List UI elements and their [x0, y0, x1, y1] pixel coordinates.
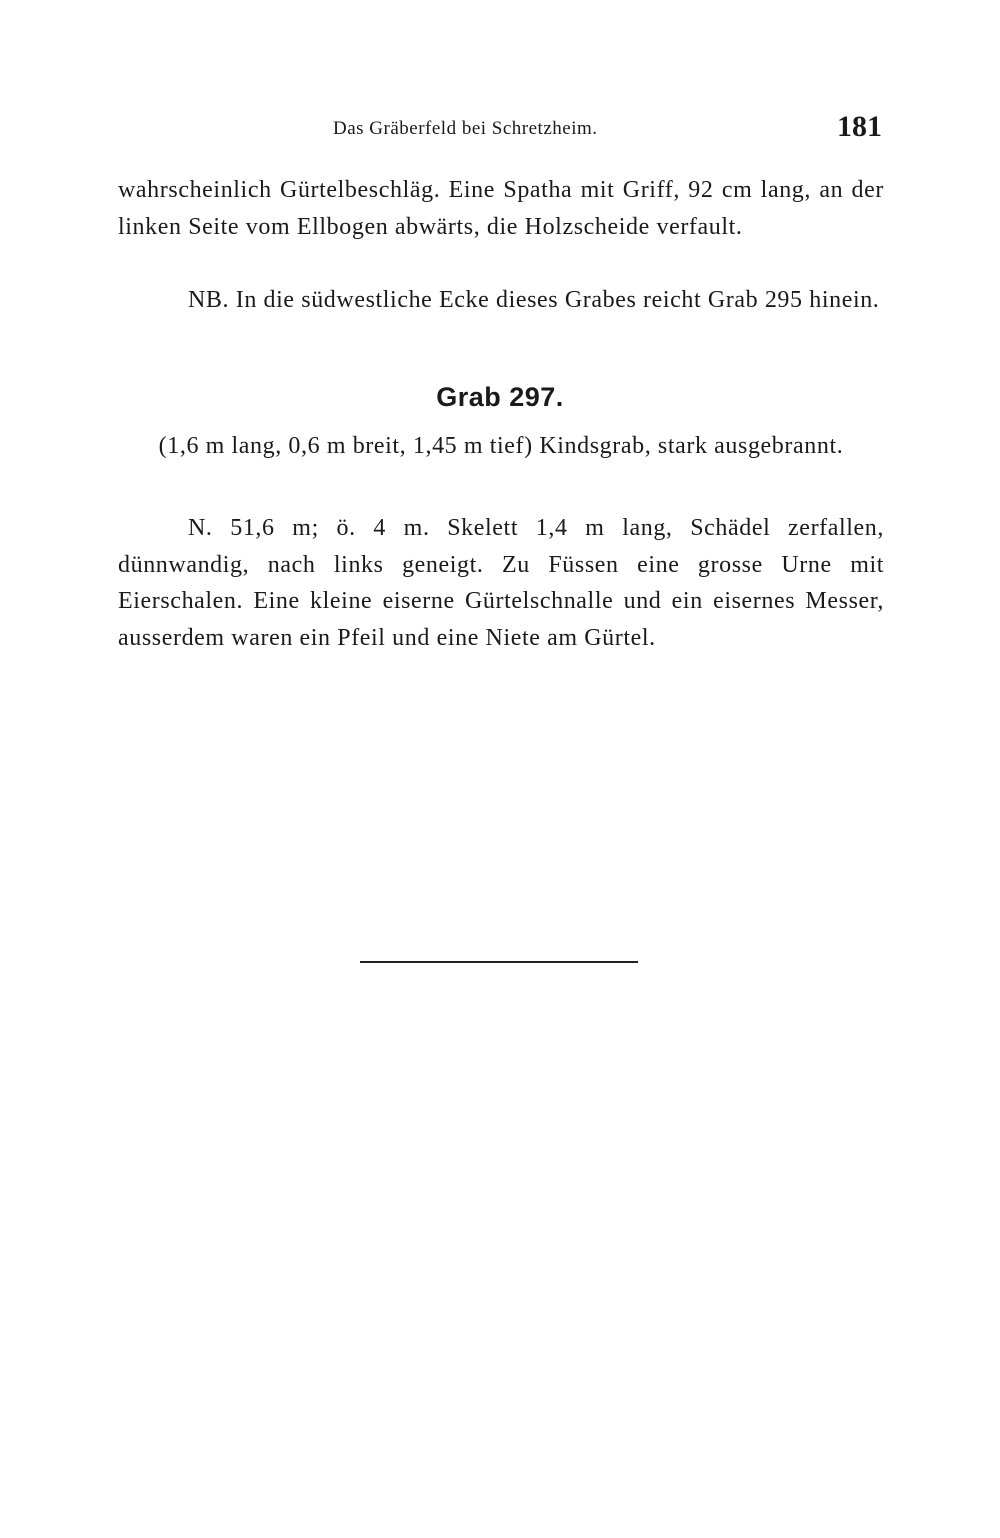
running-head: [118, 110, 888, 144]
continuation-paragraph: wahrscheinlich Gürtelbeschläg. Eine Spatha mit Griff, 92 cm lang, an der linken Seite vom Ellbogen abwärts, die Holzscheide verfault.: [118, 177, 884, 240]
grave-description-paragraph: N. 51,6 m; ö. 4 m. Skelett 1,4 m lang, Schädel zerfallen, dünnwandig, nach links geneigt. Zu Füssen eine grosse Urne mit Eierschalen. Eine kleine eiserne Gürtelschnalle und ein eisernes Messer, ausserdem waren ein Pfeil und eine Niete am Gürtel.: [118, 515, 884, 651]
grave-dimensions: (1,6 m lang, 0,6 m breit, 1,45 m tief) Kindsgrab, stark ausgebrannt.: [158, 433, 844, 459]
grave-heading: Grab 297.: [436, 382, 564, 412]
section-end-rule: [360, 961, 638, 963]
page-number: 181: [837, 110, 882, 143]
running-title: Das Gräberfeld bei Schretzheim.: [333, 118, 598, 139]
nb-note-paragraph: NB. In die südwestliche Ecke dieses Grabes reicht Grab 295 hinein.: [188, 287, 880, 313]
